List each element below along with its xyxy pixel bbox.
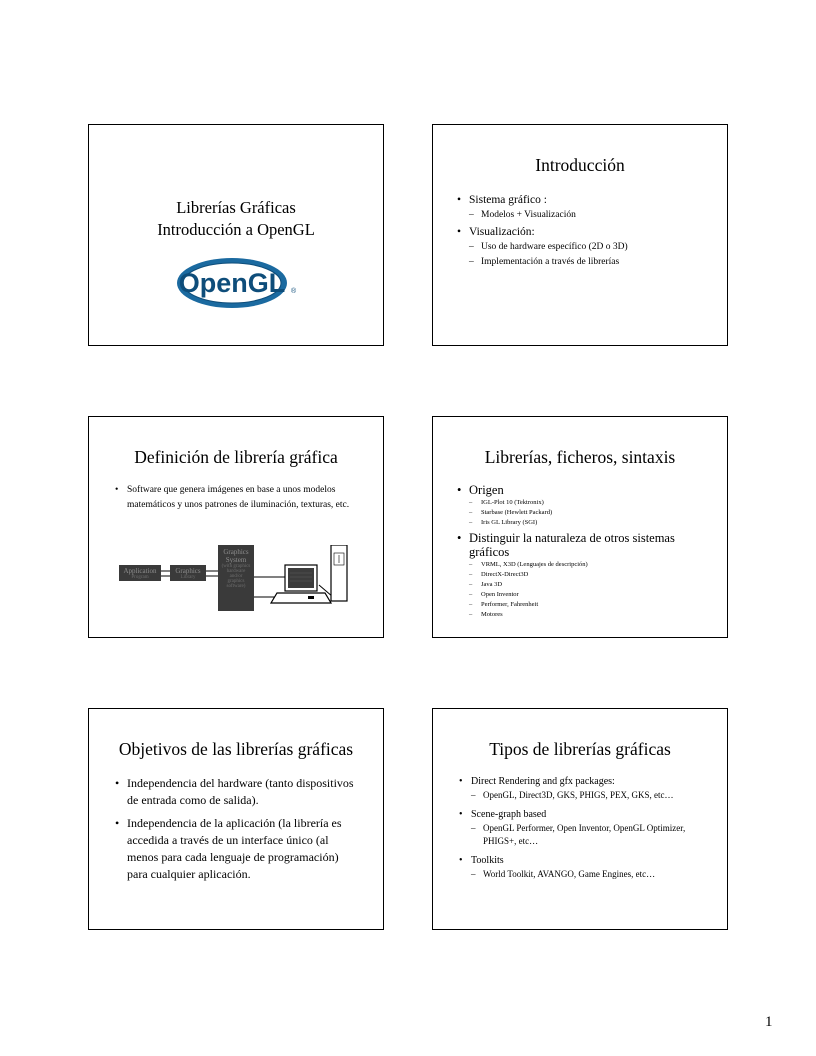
slide-6-title: Tipos de librerías gráficas [489,739,671,759]
list-item: – DirectX-Direct3D [469,570,713,580]
list-item: – Iris GL Library (SGI) [469,518,713,528]
slide-2-title: Introducción [535,155,625,175]
slide-5-title: Objetivos de las librerías gráficas [118,739,354,759]
list-item: – VRML, X3D (Lenguajes de descripción) [469,560,713,570]
bullet-text: Sistema gráfico : [469,194,547,206]
graphics-system-diagram [119,545,355,635]
slide-4-bullets [457,483,713,623]
bullet-text: Visualización: [469,226,535,238]
list-item: – Performer, Fahrenheit [469,600,713,610]
list-item: – IGL-Plot 10 (Tektronix) [469,498,713,508]
box-sublabel: and/or [229,574,243,579]
list-item [457,483,713,528]
slide-1-title [89,197,383,241]
list-item [459,854,711,881]
graphics-library-box [170,565,206,581]
slide-2 [432,124,728,346]
slide-3 [88,416,384,638]
slide-2-bullets [457,193,713,272]
list-item [459,775,711,802]
box-label: Graphics [223,548,249,556]
list-item: – OpenGL Performer, Open Inventor, OpenGL Optimizer, PHIGS+, etc… [471,822,711,848]
list-item: – World Toolkit, AVANGO, Game Engines, etc… [471,868,711,881]
box-sublabel: (with graphics [221,564,251,569]
list-item: • Independencia de la aplicación (la librería es accedida a través de un interface único (al menos para cada lenguaje de programación) para cualquier aplicación. [115,815,359,883]
bullet-text: Distinguir la naturaleza de otros sistemas gráficos [469,531,675,559]
list-item: • Independencia del hardware (tanto dispositivos de entrada como de salida). [115,775,359,809]
list-item: – Modelos + Visualización [469,208,713,223]
slide-1 [88,124,384,346]
slide-4 [432,416,728,638]
list-item: – Open Inventor [469,590,713,600]
slide-5-bullets [115,775,359,889]
box-sublabel: Library [180,575,196,580]
bullet-text: Direct Rendering and gfx packages: [471,776,615,787]
slide-3-bullets [115,483,353,513]
bullet-text: Toolkits [471,855,504,866]
list-item [457,225,713,270]
slide-6 [432,708,728,930]
page-number: 1 [765,1014,773,1030]
graphics-system-box [218,545,254,611]
list-item: – Implementación a través de librerías [469,255,713,270]
title-line-2: Introducción a OpenGL [157,220,315,239]
slide-5 [88,708,384,930]
box-sublabel: hardware [226,569,246,574]
slide-4-title: Librerías, ficheros, sintaxis [484,447,676,467]
list-item: – Uso de hardware específico (2D o 3D) [469,240,713,255]
list-item [457,193,713,223]
logo-registered-mark: ® [291,288,297,295]
box-label: System [225,556,247,564]
list-item: – OpenGL, Direct3D, GKS, PHIGS, PEX, GKS, etc… [471,789,711,802]
list-item: – Starbase (Hewlett Packard) [469,508,713,518]
slide-6-bullets [459,775,711,887]
box-sublabel: Program [131,575,149,580]
box-label: Graphics [175,567,201,575]
list-item: – Motores [469,610,713,620]
bullet-text: Scene-graph based [471,809,547,820]
title-line-1: Librerías Gráficas [176,198,296,217]
list-item [457,531,713,620]
opengl-logo [175,255,301,311]
list-item: – Java 3D [469,580,713,590]
box-label: Application [123,567,157,575]
list-item [459,808,711,848]
box-sublabel: graphics software) [226,579,246,589]
application-program-box [119,565,161,581]
logo-text: OpenGL [178,268,286,298]
bullet-text: Origen [469,483,504,497]
slide-3-title: Definición de librería gráfica [134,447,338,467]
list-item: • Software que genera imágenes en base a unos modelos matemáticos y unos patrones de iluminación, texturas, etc. [115,483,353,513]
